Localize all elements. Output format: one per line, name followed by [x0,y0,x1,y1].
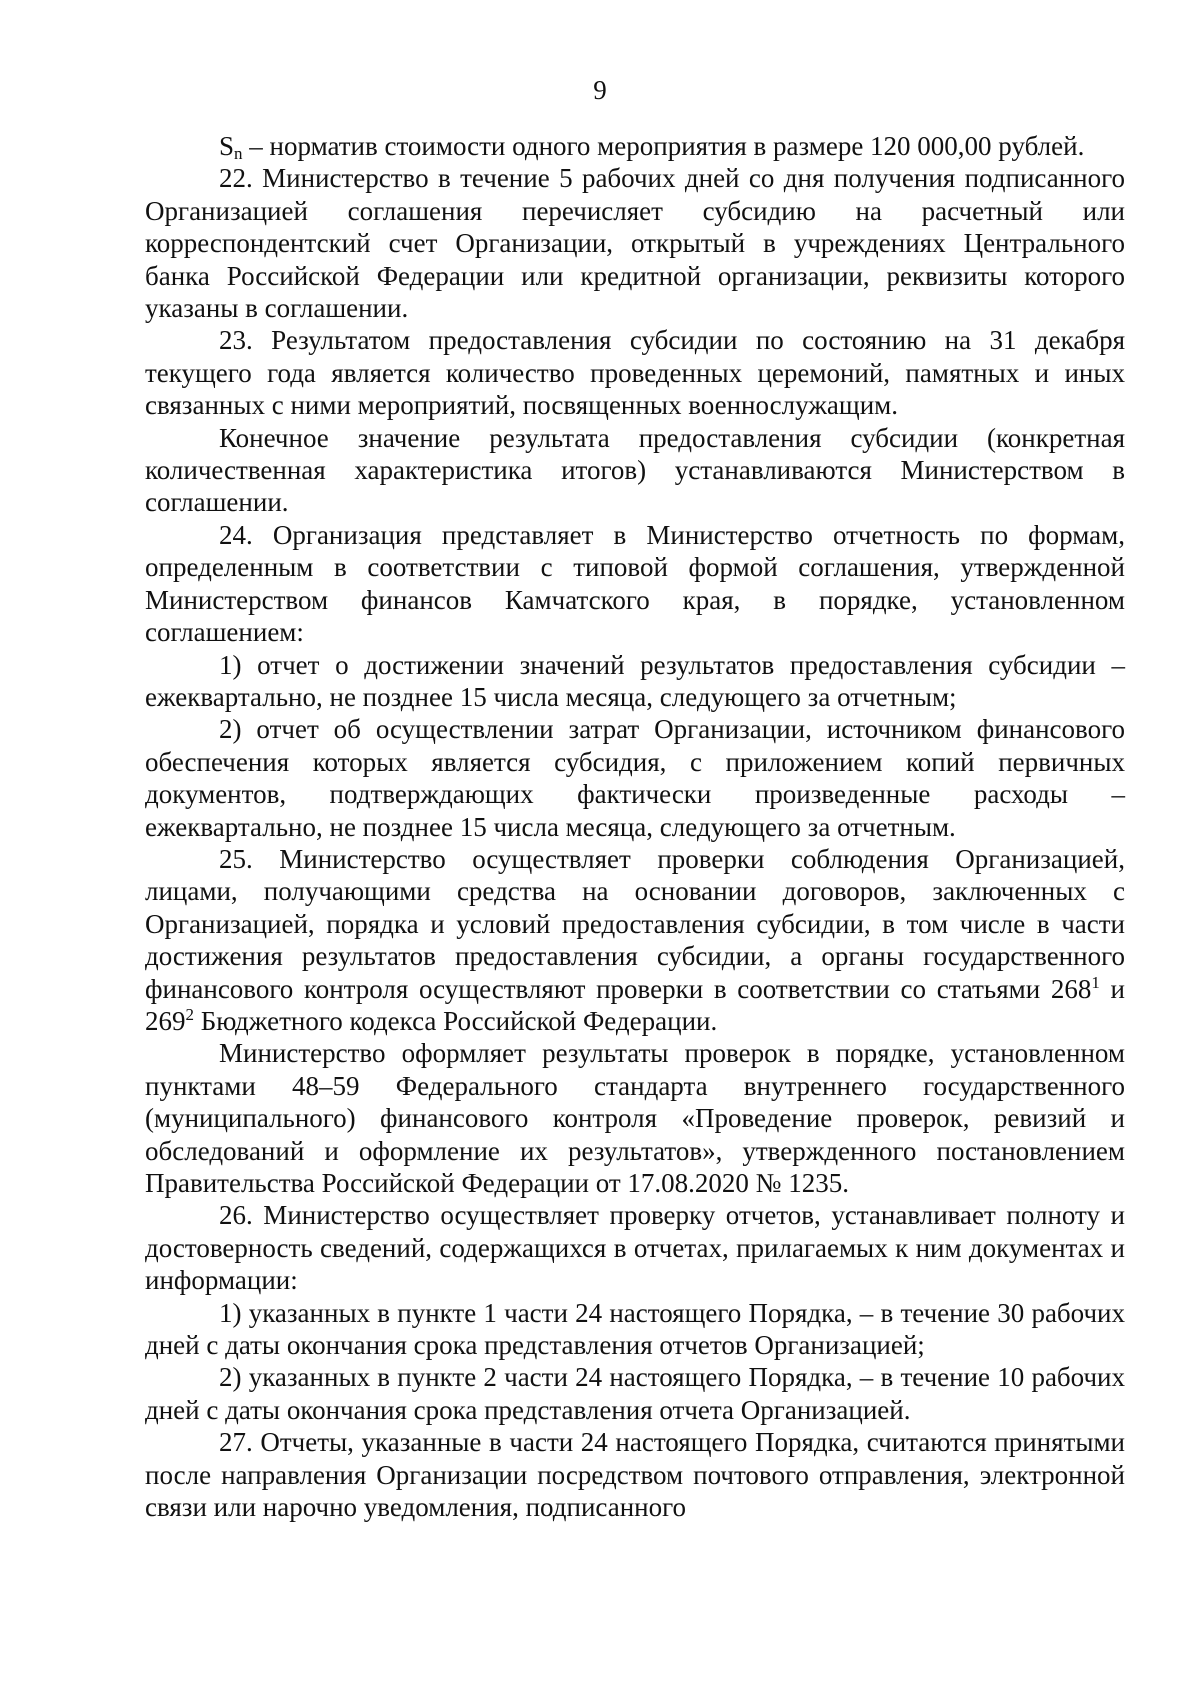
paragraph-25-part-2: и 269 [145,973,1125,1036]
paragraph-26-item-1: 1) указанных в пункте 1 части 24 настоящего Порядка, – в течение 30 рабочих дней с даты окончания срока представления отчетов Организацией; [145,1297,1125,1361]
paragraph-25-part-3: Бюджетного кодекса Российской Федерации. [194,1005,718,1036]
document-body [145,130,1125,1523]
paragraph-25-part-1: 25. Министерство осуществляет проверки соблюдения Организацией, лицами, получающими средства на основании договоров, заключенных с Организацией, порядка и условий предоставления субсидии, в том числе в части достижения результатов предоставления субсидии, а органы государственного финансового контроля осуществляют проверки в соответствии со статьями 268 [145,843,1125,1004]
paragraph-24-item-1: 1) отчет о достижении значений результатов предоставления субсидии – ежеквартально, не позднее 15 числа месяца, следующего за отчетным; [145,649,1125,712]
paragraph-23-continuation: Конечное значение результата предоставления субсидии (конкретная количественная характеристика итогов) устанавливаются Министерством в соглашении. [145,422,1125,518]
paragraph-22: 22. Министерство в течение 5 рабочих дней со дня получения подписанного Организацией соглашения перечисляет субсидию на расчетный или корреспондентский счет Организации, открытый в учреждениях Центрального банка Российской Федерации или кредитной организации, реквизиты которого указаны в соглашении. [145,163,1125,324]
paragraph-23: 23. Результатом предоставления субсидии по состоянию на 31 декабря текущего года является количество проведенных церемоний, памятных и иных связанных с ними мероприятий, посвященных военнослужащим. [145,325,1125,421]
superscript-2: 2 [185,1004,194,1024]
variable-subscript: n [234,144,243,163]
definition-text: – норматив стоимости одного мероприятия в размере 120 000,00 рублей. [242,131,1085,161]
paragraph-25 [145,843,1125,1037]
variable-s: S [219,131,235,161]
paragraph-27: 27. Отчеты, указанные в части 24 настоящего Порядка, считаются принятыми после направления Организации посредством почтового отправления, электронной связи или нарочно уведомления, подписанного [145,1427,1125,1523]
paragraph-sn-definition [145,130,1125,162]
paragraph-26-item-2: 2) указанных в пункте 2 части 24 настоящего Порядка, – в течение 10 рабочих дней с даты окончания срока представления отчета Организацией. [145,1362,1125,1425]
paragraph-26: 26. Министерство осуществляет проверку отчетов, устанавливает полноту и достоверность сведений, содержащихся в отчетах, прилагаемых к ним документах и информации: [145,1200,1125,1296]
superscript-1: 1 [1091,972,1100,992]
page-number: 9 [593,75,607,105]
paragraph-24-item-2: 2) отчет об осуществлении затрат Организации, источником финансового обеспечения которых является субсидия, с приложением копий первичных документов, подтверждающих фактически произведенные расходы – ежеквартально, не позднее 15 числа месяца, следующего за отчетным. [145,714,1125,842]
paragraph-24: 24. Организация представляет в Министерство отчетность по формам, определенным в соответствии с типовой формой соглашения, утвержденной Министерством финансов Камчатского края, в порядке, установленном соглашением: [145,519,1125,648]
paragraph-25-continuation: Министерство оформляет результаты проверок в порядке, установленном пунктами 48–59 Федерального стандарта внутреннего государственного (муниципального) финансового контроля «Проведение проверок, ревизий и обследований и оформление их результатов», утвержденного постановлением Правительства Российской Федерации от 17.08.2020 № 1235. [145,1038,1125,1198]
